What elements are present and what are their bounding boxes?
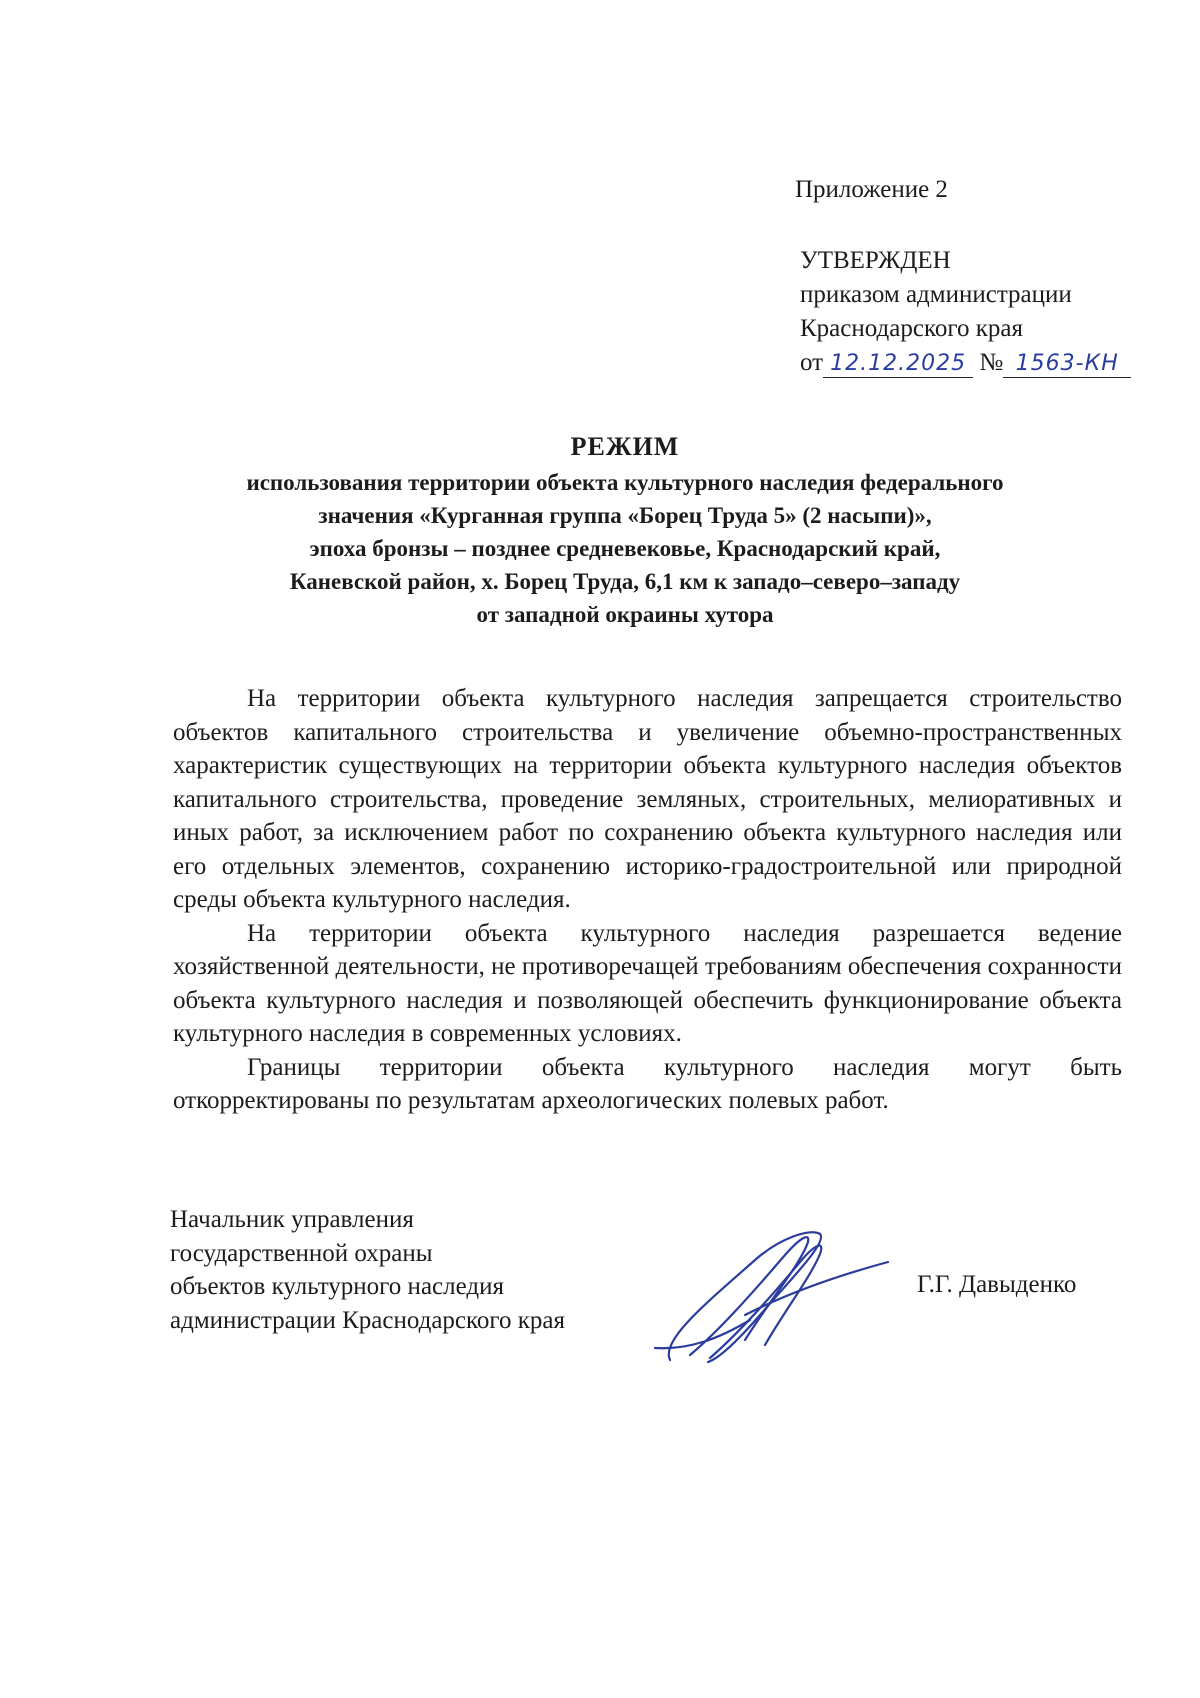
signer-position-line: Начальник управления	[170, 1206, 414, 1233]
signer-position	[170, 1203, 565, 1337]
handwritten-signature	[650, 1220, 890, 1370]
subtitle-line: использования территории объекта культурного наследия федерального	[246, 470, 1004, 495]
approval-date-line	[800, 346, 1131, 380]
paragraph-prohibitions: На территории объекта культурного наследия запрещается строительство объектов капитального строительства и увеличение объемно-пространственных характеристик существующих на территории объекта культурного наследия объектов капитального строительства, проведение земляных, строительных, мелиоративных и иных работ, за исключением работ по сохранению объекта культурного наследия или его отдельных элементов, сохранению историко-градостроительной или природной среды объекта культурного наследия.	[173, 685, 1122, 913]
paragraph-permissions: На территории объекта культурного наследия разрешается ведение хозяйственной деятельности, не противоречащей требованиям обеспечения сохранности объекта культурного наследия и позволяющей обеспечить функционирование объекта культурного наследия в современных условиях.	[173, 919, 1122, 1047]
heading-subtitle	[160, 466, 1090, 631]
number-prefix: №	[979, 349, 1004, 376]
subtitle-line: Каневской район, х. Борец Труда, 6,1 км к западо–северо–западу	[289, 569, 961, 594]
annex-label: Приложение 2	[795, 176, 948, 203]
signer-position-line: администрации Краснодарского края	[170, 1306, 566, 1334]
number-field	[1003, 350, 1131, 378]
date-prefix: от	[800, 349, 824, 376]
heading-title: РЕЖИМ	[570, 432, 680, 461]
approval-stamp	[800, 244, 1131, 380]
signer-position-line: государственной охраны	[170, 1239, 433, 1267]
document-heading	[160, 432, 1090, 631]
date-field	[823, 350, 973, 378]
subtitle-line: от западной окраины хутора	[476, 602, 774, 627]
paragraph-boundaries: Границы территории объекта культурного наследия могут быть откорректированы по результатам археологических полевых работ.	[173, 1053, 1122, 1114]
signer-position-line: объектов культурного наследия	[170, 1273, 504, 1300]
document-body	[173, 682, 1122, 1118]
handwritten-number: 1563-КН	[1015, 351, 1119, 376]
signer-name: Г.Г. Давыденко	[917, 1271, 1077, 1298]
approval-status: УТВЕРЖДЕН	[800, 247, 951, 274]
handwritten-date: 12.12.2025	[830, 351, 967, 376]
approval-line-1: приказом администрации	[800, 281, 1072, 308]
subtitle-line: эпоха бронзы – позднее средневековье, Краснодарский край,	[309, 536, 941, 561]
subtitle-line: значения «Курганная группа «Борец Труда 5» (2 насыпи)»,	[318, 503, 932, 528]
approval-line-2: Краснодарского края	[800, 315, 1023, 342]
